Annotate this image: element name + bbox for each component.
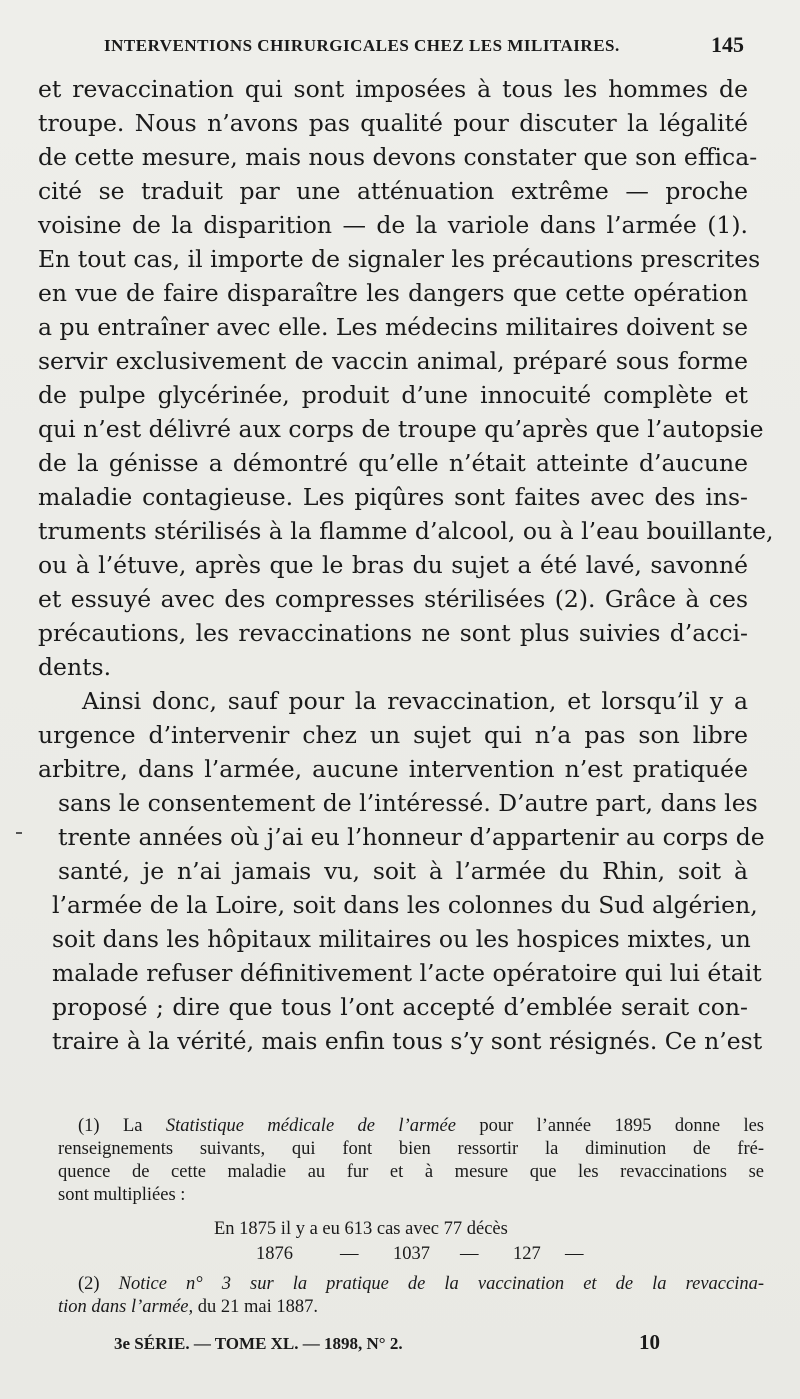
text-line: voisine de la disparition — de la variole dans l’armée (1).: [38, 211, 748, 239]
text-line: truments stérilisés à la flamme d’alcool, ou à l’eau bouillante,: [38, 517, 774, 545]
text-line: proposé ; dire que tous l’ont accepté d’emblée serait con-: [52, 993, 748, 1021]
footnote-1-line: renseignements suivants, qui font bien ressortir la diminution de fré-: [58, 1139, 764, 1159]
text-line: malade refuser définitivement l’acte opératoire qui lui était: [52, 959, 762, 987]
main-text: [38, 72, 774, 1058]
stats-dash: —: [565, 1244, 584, 1264]
text-line: ou à l’étuve, après que le bras du sujet a été lavé, savonné: [38, 551, 748, 579]
text-line: de cette mesure, mais nous devons constater que son effica-: [38, 143, 758, 171]
running-title: INTERVENTIONS CHIRURGICALES CHEZ LES MILITAIRES.: [104, 36, 620, 55]
stats-year: 1876: [256, 1244, 293, 1264]
stats-cases: 1037: [393, 1244, 430, 1264]
text-line: urgence d’intervenir chez un sujet qui n’a pas son libre: [38, 721, 748, 749]
stats-row: [58, 1217, 764, 1242]
text-line: soit dans les hôpitaux militaires ou les hospices mixtes, un: [52, 925, 751, 953]
footnote-1-line: sont multipliées :: [58, 1185, 186, 1205]
text-line: cité se traduit par une atténuation extrême — proche: [38, 177, 748, 205]
text-line: trente années où j’ai eu l’honneur d’appartenir au corps de: [58, 823, 765, 851]
stats-dash: —: [460, 1244, 479, 1264]
paragraph-start-line: Ainsi donc, sauf pour la revaccination, et lorsqu’il y a: [82, 687, 748, 715]
footnote-1-text: pour l’année 1895 donne les: [479, 1116, 764, 1136]
stats-row: [58, 1242, 764, 1267]
text-line: En tout cas, il importe de signaler les précautions prescrites: [38, 245, 761, 273]
text-line: et revaccination qui sont imposées à tous les hommes de: [38, 75, 748, 103]
text-line: et essuyé avec des compresses stérilisées (2). Grâce à ces: [38, 585, 748, 613]
text-line: troupe. Nous n’avons pas qualité pour discuter la légalité: [38, 109, 748, 137]
text-line: l’armée de la Loire, soit dans les colonnes du Sud algérien,: [52, 891, 758, 919]
footnote-2-title: Notice n° 3 sur la pratique de la vaccination et de la revaccina-: [118, 1274, 765, 1294]
text-line: dents.: [38, 653, 112, 681]
footnotes: [58, 1115, 764, 1319]
footnote-1-title: Statistique médicale de l’armée: [165, 1116, 456, 1136]
text-line: sans le consentement de l’intéressé. D’autre part, dans les: [58, 789, 758, 817]
text-line: de la génisse a démontré qu’elle n’était atteinte d’aucune: [38, 449, 748, 477]
text-line: de pulpe glycérinée, produit d’une innocuité complète et: [38, 381, 748, 409]
text-line: en vue de faire disparaître les dangers que cette opération: [38, 279, 748, 307]
text-line: qui n’est délivré aux corps de troupe qu’après que l’autopsie: [38, 415, 764, 443]
margin-mark: [16, 832, 22, 834]
stats-dash: —: [340, 1244, 359, 1264]
signature-mark: 10: [639, 1330, 660, 1354]
text-line: santé, je n’ai jamais vu, soit à l’armée du Rhin, soit à: [58, 857, 748, 885]
journal-series: 3e SÉRIE. — TOME XL. — 1898, N° 2.: [114, 1334, 403, 1353]
text-line: servir exclusivement de vaccin animal, préparé sous forme: [38, 347, 748, 375]
text-line: a pu entraîner avec elle. Les médecins militaires doivent se: [38, 313, 748, 341]
footnote-2-mark: (2): [78, 1274, 100, 1294]
text-line: traire à la vérité, mais enfin tous s’y sont résignés. Ce n’est: [52, 1027, 763, 1055]
footnote-2-line: [58, 1296, 764, 1319]
statistics-table: [58, 1217, 764, 1267]
page-footer: [114, 1330, 660, 1360]
text-line: maladie contagieuse. Les piqûres sont faites avec des ins-: [38, 483, 748, 511]
footnote-1-line: quence de cette maladie au fur et à mesure que les revaccinations se: [58, 1162, 764, 1182]
footnote-1-mark: (1) La: [78, 1116, 143, 1136]
stats-deaths: 127: [513, 1244, 541, 1264]
stats-row-1875: En 1875 il y a eu 613 cas avec 77 décès: [214, 1219, 508, 1239]
page-number: 145: [711, 32, 744, 57]
text-line: précautions, les revaccinations ne sont plus suivies d’acci-: [38, 619, 748, 647]
footnote-1-line: [58, 1115, 764, 1138]
footnote-2-line: [58, 1273, 764, 1296]
footnote-2-date: du 21 mai 1887.: [197, 1297, 319, 1317]
running-header: [104, 30, 744, 62]
footnote-2-title-cont: tion dans l’armée,: [58, 1297, 194, 1317]
text-line: arbitre, dans l’armée, aucune intervention n’est pratiquée: [38, 755, 748, 783]
